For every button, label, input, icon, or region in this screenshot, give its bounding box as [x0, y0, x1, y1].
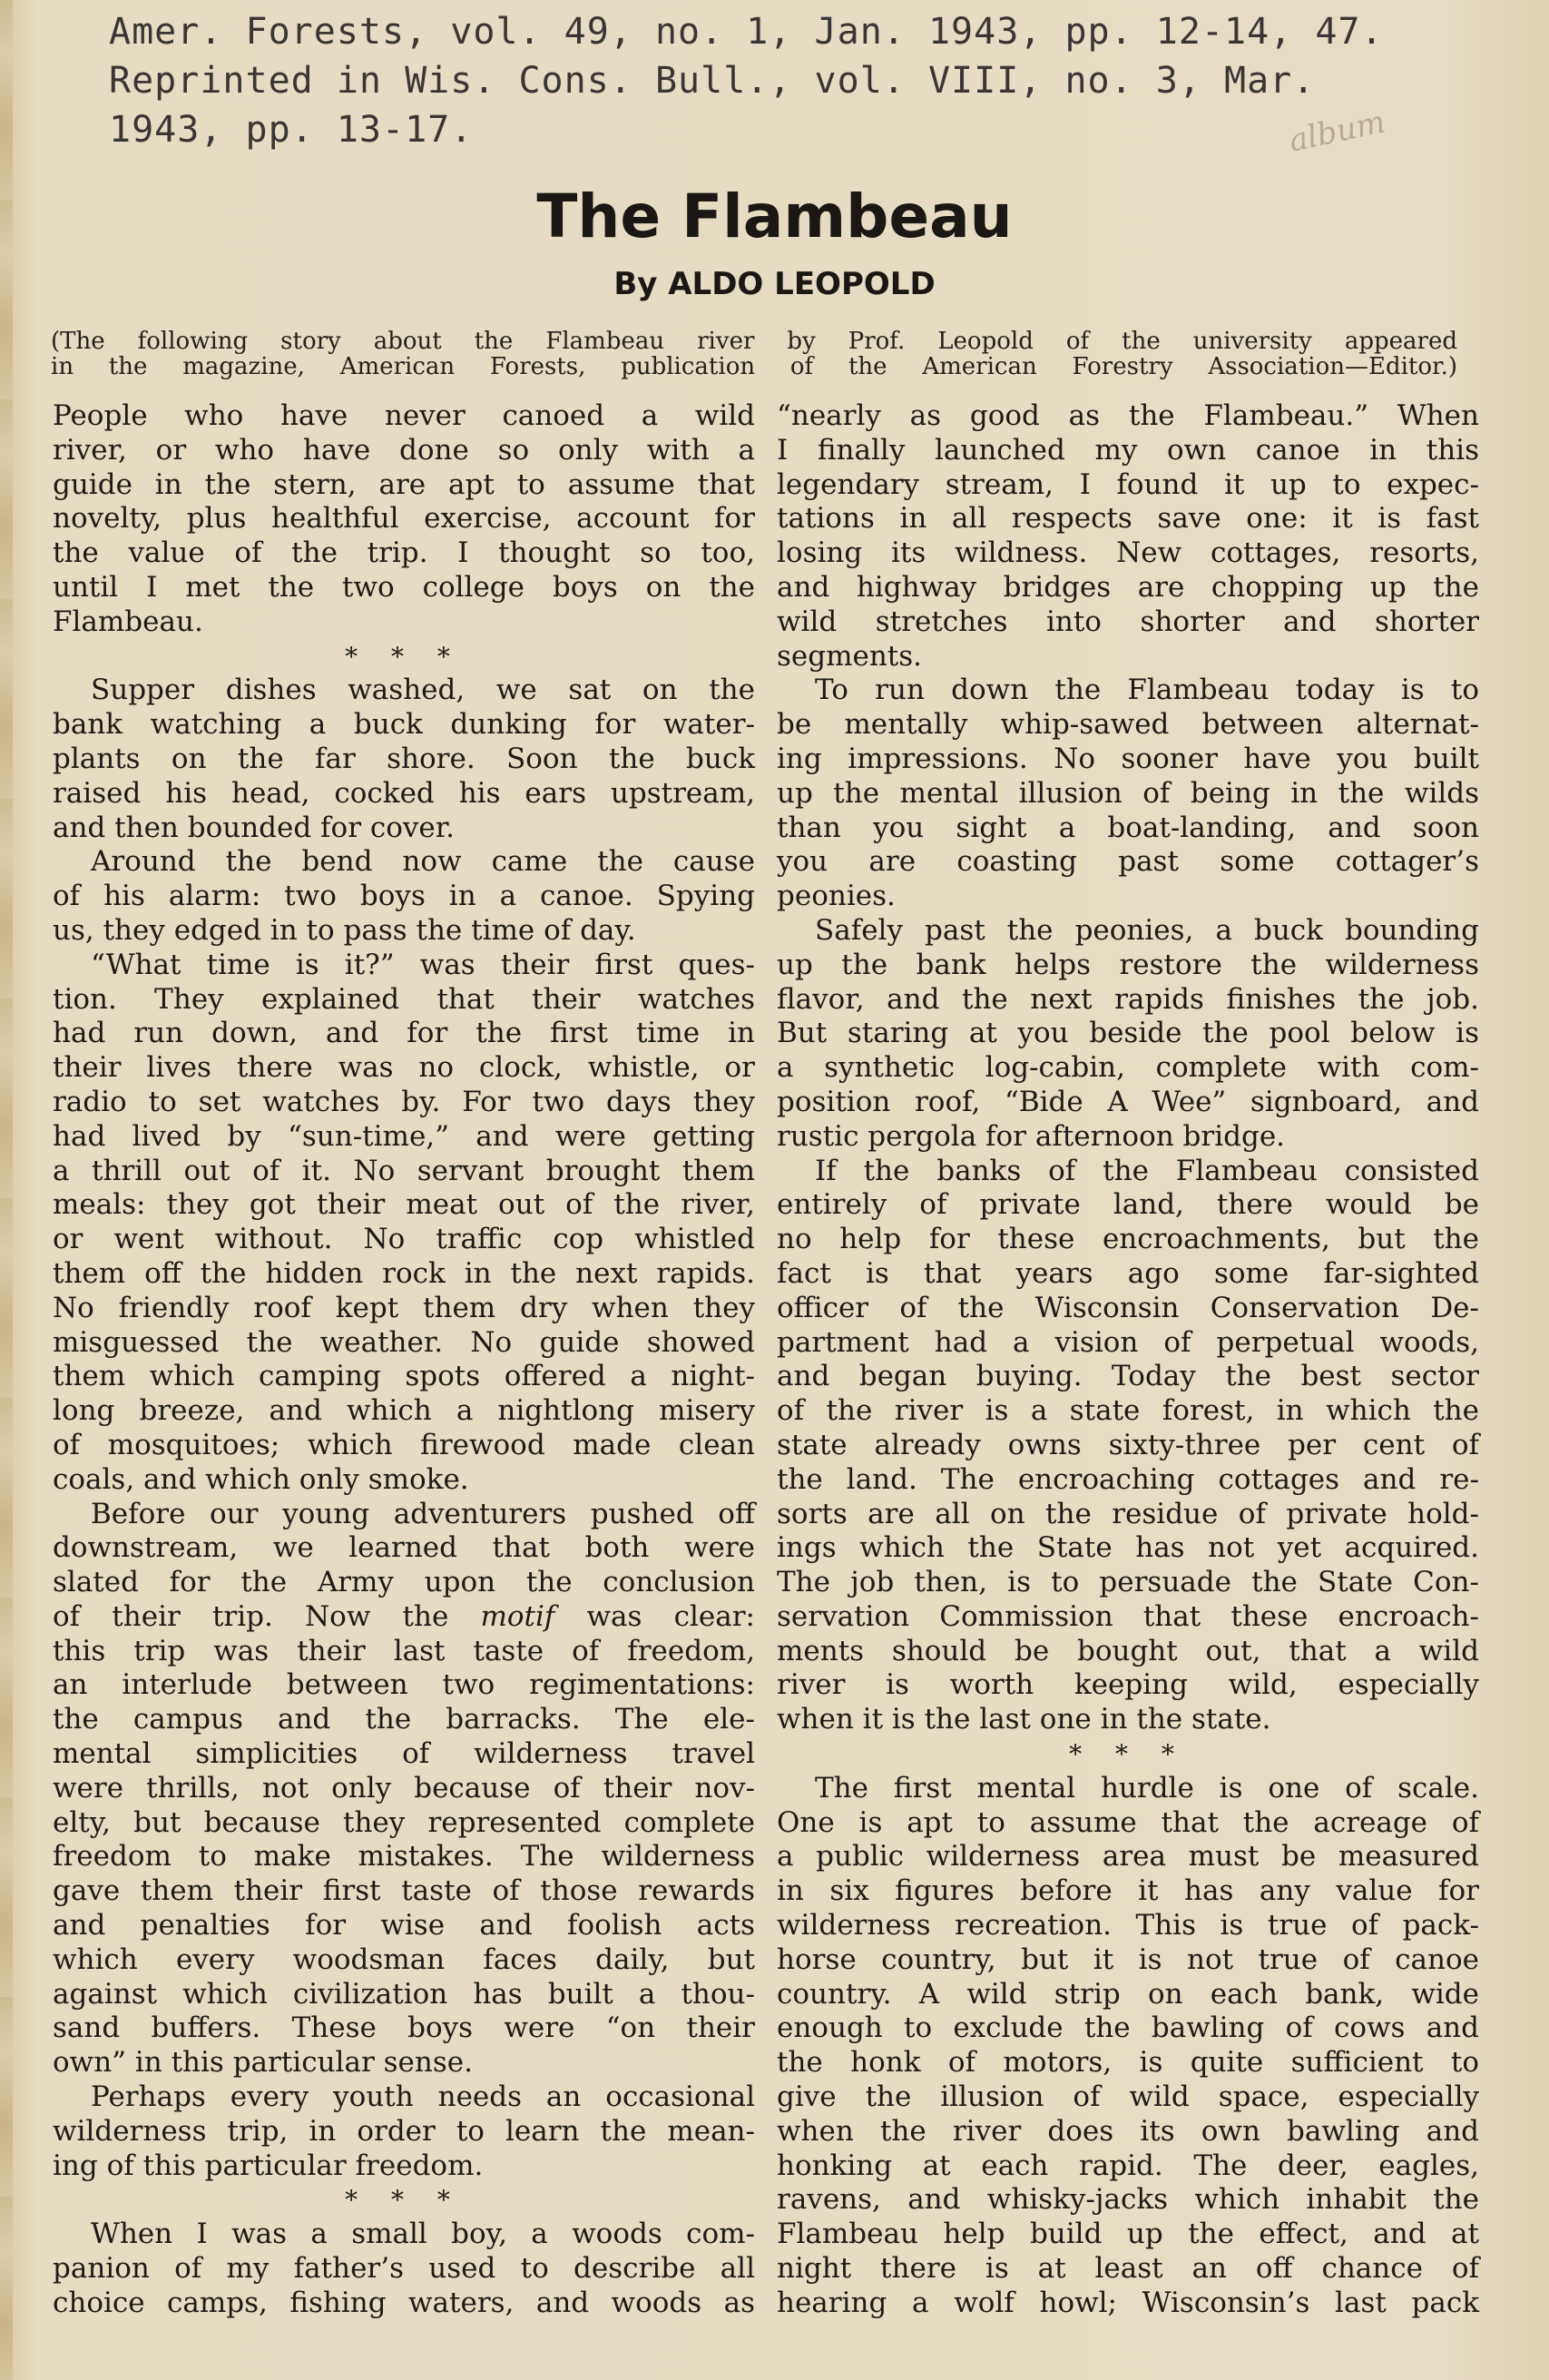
- text-line: Around the bend now came the cause: [91, 845, 755, 879]
- text-line: than you sight a boat-landing, and soon: [777, 811, 1479, 844]
- text-line: I finally launched my own canoe in this: [777, 433, 1479, 467]
- text-line: state already owns sixty-three per cent of: [777, 1428, 1479, 1461]
- text-line: sand buffers. These boys were “on their: [53, 2011, 755, 2045]
- text-line: when the river does its own bawling and: [777, 2114, 1479, 2148]
- text-line: losing its wildness. New cottages, resorts,: [777, 536, 1479, 570]
- text-line: Flambeau.: [53, 605, 203, 638]
- text-line: and penalties for wise and foolish acts: [53, 1909, 755, 1942]
- editor-note-line-2: in the magazine, American Forests, publication of the American Forestry Association—Editor.): [51, 353, 1457, 380]
- text-line: the honk of motors, is quite sufficient to: [777, 2046, 1479, 2080]
- text-line: and began buying. Today the best sector: [777, 1360, 1479, 1393]
- text-line: river is worth keeping wild, especially: [777, 1668, 1479, 1702]
- text-line: tion. They explained that their watches: [53, 982, 755, 1016]
- text-line: meals: they got their meat out of the river,: [53, 1188, 755, 1222]
- citation-line-3: 1943, pp. 13-17.: [109, 109, 474, 151]
- left-column: [53, 399, 755, 2321]
- text-line: One is apt to assume that the acreage of: [777, 1805, 1479, 1839]
- text-line: up the bank helps restore the wilderness: [777, 948, 1479, 981]
- editor-note-line-1: (The following story about the Flambeau river by Prof. Leopold of the university appeared: [51, 328, 1457, 355]
- text-line: wilderness trip, in order to learn the mean-: [53, 2114, 755, 2148]
- text-line: the land. The encroaching cottages and re-: [777, 1462, 1479, 1496]
- text-line: elty, but because they represented complete: [53, 1805, 755, 1839]
- editor-note: [51, 329, 1457, 379]
- text-line: ing impressions. No sooner have you built: [777, 742, 1479, 775]
- text-line: radio to set watches by. For two days they: [53, 1085, 755, 1118]
- text-line: the campus and the barracks. The ele-: [53, 1703, 755, 1736]
- text-line: this trip was their last taste of freedom,: [53, 1634, 755, 1667]
- text-line: sorts are all on the residue of private hold-: [777, 1497, 1479, 1530]
- text-line: Perhaps every youth needs an occasional: [91, 2080, 755, 2114]
- text-line: fact is that years ago some far-sighted: [777, 1256, 1479, 1290]
- text-line: “nearly as good as the Flambeau.” When: [777, 399, 1479, 432]
- text-line: of his alarm: two boys in a canoe. Spying: [53, 880, 755, 913]
- text-line: enough to exclude the bawling of cows and: [777, 2011, 1479, 2045]
- article-byline: By ALDO LEOPOLD: [613, 266, 936, 302]
- text-line: no help for these encroachments, but the: [777, 1223, 1479, 1256]
- text-line: hearing a wolf howl; Wisconsin’s last pack: [777, 2286, 1479, 2319]
- text-line: were thrills, not only because of their nov-: [53, 1771, 755, 1805]
- text-line: a public wilderness area must be measured: [777, 1840, 1479, 1874]
- text-line: own” in this particular sense.: [53, 2046, 473, 2080]
- article-title: The Flambeau: [536, 182, 1013, 251]
- text-line: partment had a vision of perpetual woods,: [777, 1325, 1479, 1359]
- text-line: ing of this particular freedom.: [53, 2149, 484, 2182]
- text-line: wilderness recreation. This is true of pack-: [777, 1909, 1479, 1942]
- text-line: honking at each rapid. The deer, eagles,: [777, 2149, 1479, 2182]
- text-line: Flambeau help build up the effect, and at: [777, 2218, 1479, 2251]
- text-line: segments.: [777, 639, 923, 673]
- text-line: had run down, and for the first time in: [53, 1017, 755, 1050]
- text-line: rustic pergola for afternoon bridge.: [777, 1119, 1286, 1153]
- text-line: raised his head, cocked his ears upstream,: [53, 776, 755, 810]
- text-line: or went without. No traffic cop whistled: [53, 1223, 755, 1256]
- text-line: a synthetic log-cabin, complete with com-: [777, 1051, 1479, 1085]
- text-line: bank watching a buck dunking for water-: [53, 708, 755, 742]
- text-line: ravens, and whisky-jacks which inhabit the: [777, 2183, 1479, 2217]
- text-line: legendary stream, I found it up to expec-: [777, 467, 1479, 501]
- text-line: misguessed the weather. No guide showed: [53, 1325, 755, 1359]
- text-line: guide in the stern, are apt to assume that: [53, 467, 755, 501]
- text-line: gave them their first taste of those rewards: [53, 1874, 755, 1908]
- text-line: servation Commission that these encroach-: [777, 1599, 1479, 1633]
- text-line: slated for the Army upon the conclusion: [53, 1566, 755, 1599]
- text-line: until I met the two college boys on the: [53, 570, 755, 604]
- text-line: ments should be bought out, that a wild: [777, 1634, 1479, 1667]
- text-line: long breeze, and which a nightlong misery: [53, 1394, 755, 1428]
- text-line: up the mental illusion of being in the wilds: [777, 776, 1479, 810]
- text-line: entirely of private land, there would be: [777, 1188, 1479, 1222]
- text-line: a thrill out of it. No servant brought them: [53, 1154, 755, 1187]
- text-line: flavor, and the next rapids finishes the job.: [777, 982, 1479, 1016]
- text-line: of mosquitoes; which firewood made clean: [53, 1428, 755, 1461]
- text-line: of their trip. Now the motif was clear:: [53, 1599, 755, 1633]
- text-line: us, they edged in to pass the time of day.: [53, 913, 636, 947]
- text-line: No friendly roof kept them dry when they: [53, 1291, 755, 1324]
- text-line: the value of the trip. I thought so too,: [53, 536, 755, 570]
- text-line: panion of my father’s used to describe all: [53, 2252, 755, 2286]
- text-line: wild stretches into shorter and shorter: [777, 605, 1479, 638]
- text-line: give the illusion of wild space, especially: [777, 2080, 1479, 2114]
- text-line: their lives there was no clock, whistle, or: [53, 1051, 755, 1085]
- text-line: tations in all respects save one: it is fast: [777, 502, 1479, 536]
- text-line: and highway bridges are chopping up the: [777, 570, 1479, 604]
- text-line: But staring at you beside the pool below is: [777, 1017, 1479, 1050]
- text-line: People who have never canoed a wild: [53, 399, 755, 432]
- citation-line-2: Reprinted in Wis. Cons. Bull., vol. VIII, no. 3, Mar.: [109, 60, 1316, 102]
- text-line: them which camping spots offered a night-: [53, 1360, 755, 1393]
- section-separator: * * *: [345, 641, 463, 672]
- text-line: an interlude between two regimentations:: [53, 1668, 755, 1702]
- citation-block: [109, 7, 1397, 154]
- text-line: river, or who have done so only with a: [53, 433, 755, 467]
- text-line: If the banks of the Flambeau consisted: [815, 1154, 1479, 1187]
- text-line: ings which the State has not yet acquired.: [777, 1531, 1479, 1565]
- text-line: novelty, plus healthful exercise, account for: [53, 502, 755, 536]
- section-separator: * * *: [1069, 1739, 1187, 1770]
- text-line: officer of the Wisconsin Conservation De-: [777, 1291, 1479, 1324]
- text-line: mental simplicities of wilderness travel: [53, 1737, 755, 1771]
- text-line: plants on the far shore. Soon the buck: [53, 742, 755, 775]
- text-line: them off the hidden rock in the next rapids.: [53, 1256, 755, 1290]
- pencil-annotation: album: [1286, 103, 1389, 160]
- text-line: country. A wild strip on each bank, wide: [777, 1977, 1479, 2011]
- text-line: of the river is a state forest, in which the: [777, 1394, 1479, 1428]
- text-line: position roof, “Bide A Wee” signboard, and: [777, 1085, 1479, 1118]
- text-line: and then bounded for cover.: [53, 811, 456, 844]
- text-line: you are coasting past some cottager’s: [777, 845, 1479, 879]
- text-line: when it is the last one in the state.: [777, 1703, 1271, 1736]
- text-line: choice camps, fishing waters, and woods as: [53, 2286, 755, 2319]
- text-line: downstream, we learned that both were: [53, 1531, 755, 1565]
- text-line: Supper dishes washed, we sat on the: [91, 674, 755, 707]
- text-line: which every woodsman faces daily, but: [53, 1942, 755, 1976]
- page-edge-stain: [0, 0, 13, 2380]
- text-line: freedom to make mistakes. The wilderness: [53, 1840, 755, 1874]
- text-line: night there is at least an off chance of: [777, 2252, 1479, 2286]
- text-line: “What time is it?” was their first ques-: [91, 948, 755, 981]
- text-line: be mentally whip-sawed between alternat-: [777, 708, 1479, 742]
- text-line: Safely past the peonies, a buck bounding: [815, 913, 1479, 947]
- text-line: in six figures before it has any value for: [777, 1874, 1479, 1908]
- text-line: horse country, but it is not true of canoe: [777, 1942, 1479, 1976]
- text-line: Before our young adventurers pushed off: [91, 1497, 755, 1530]
- text-line: coals, and which only smoke.: [53, 1462, 469, 1496]
- right-column: [777, 399, 1479, 2321]
- text-line: To run down the Flambeau today is to: [815, 674, 1479, 707]
- text-line: against which civilization has built a thou-: [53, 1977, 755, 2011]
- text-line: The job then, is to persuade the State Con-: [777, 1566, 1479, 1599]
- italic-term: motif: [480, 1599, 555, 1633]
- text-line: peonies.: [777, 880, 896, 913]
- citation-line-1: Amer. Forests, vol. 49, no. 1, Jan. 1943, pp. 12-14, 47.: [109, 11, 1384, 53]
- text-line: The first mental hurdle is one of scale.: [815, 1771, 1479, 1805]
- text-line: When I was a small boy, a woods com-: [91, 2218, 755, 2251]
- text-line: had lived by “sun-time,” and were getting: [53, 1119, 755, 1153]
- section-separator: * * *: [345, 2185, 463, 2216]
